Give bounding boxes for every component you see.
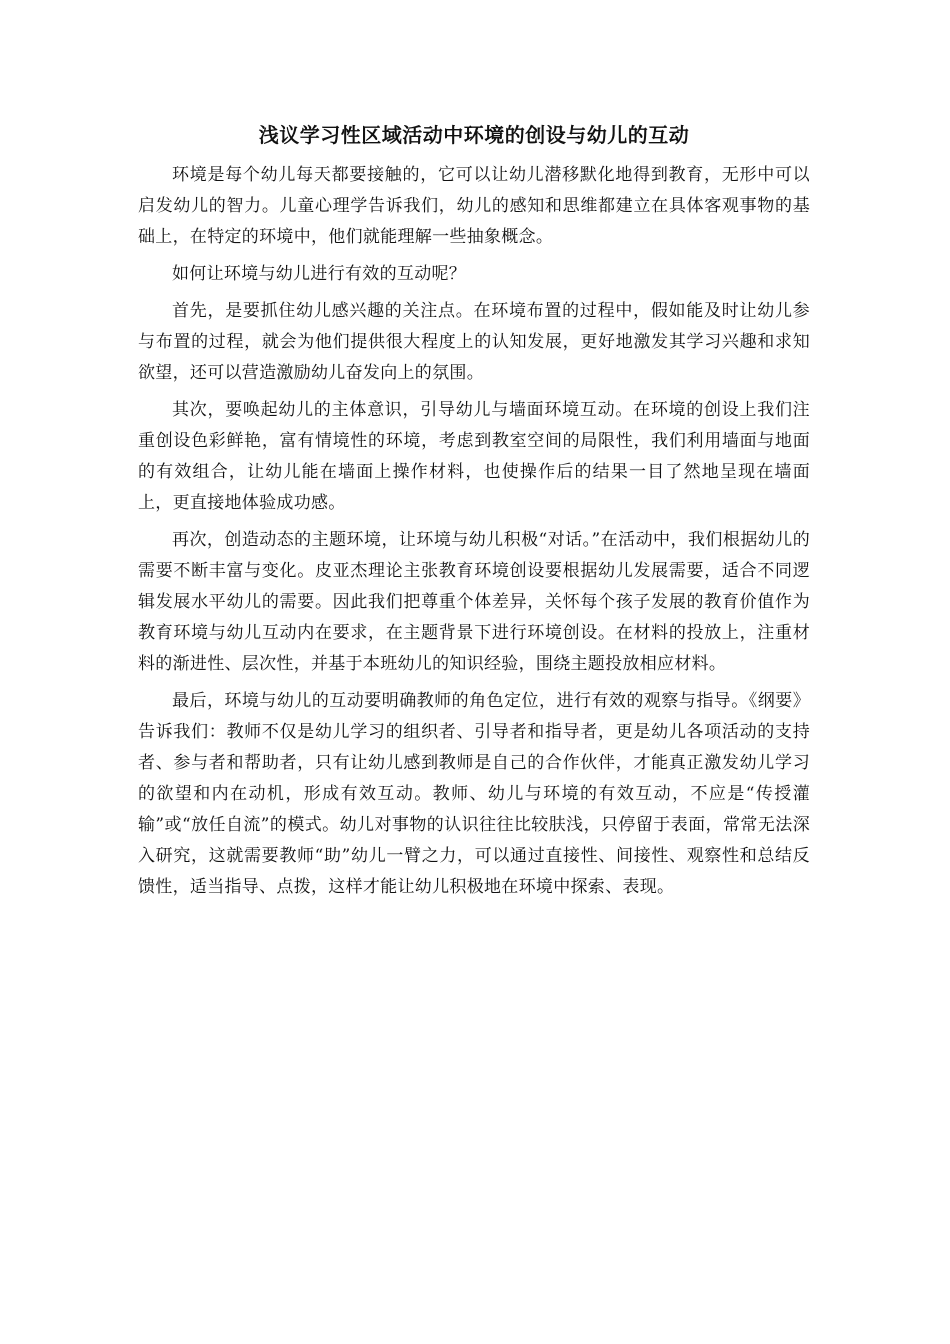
document-title: 浅议学习性区域活动中环境的创设与幼儿的互动 (258, 123, 690, 147)
paragraph-last: 最后，环境与幼儿的互动要明确教师的角色定位，进行有效的观察与指导。《纲要》告诉我们：教师不仅是幼儿学习的组织者、引导者和指导者，更是幼儿各项活动的支持者、参与者和帮助者，只有让幼儿感到教师是自己的合作伙伴，才能真正激发幼儿学习的欲望和内在动机，形成有效互动。教师、幼儿与环境的有效互动，不应是“传授灌输”或“放任自流”的模式。幼儿对事物的认识往往比较肤浅，只停留于表面，常常无法深入研究，这就需要教师“助”幼儿一臂之力，可以通过直接性、间接性、观察性和总结反馈性，适当指导、点拨，这样才能让幼儿积极地在环境中探索、表现。 (138, 691, 810, 897)
paragraph-intro: 环境是每个幼儿每天都要接触的，它可以让幼儿潜移默化地得到教育，无形中可以启发幼儿的智力。儿童心理学告诉我们，幼儿的感知和思维都建立在具体客观事物的基础上，在特定的环境中，他们就能理解一些抽象概念。 (138, 165, 810, 247)
paragraph-first: 首先，是要抓住幼儿感兴趣的关注点。在环境布置的过程中，假如能及时让幼儿参与布置的过程，就会为他们提供很大程度上的认知发展，更好地激发其学习兴趣和求知欲望，还可以营造激励幼儿奋发向上的氛围。 (138, 301, 810, 383)
paragraph-second: 其次，要唤起幼儿的主体意识，引导幼儿与墙面环境互动。在环境的创设上我们注重创设色彩鲜艳，富有情境性的环境，考虑到教室空间的局限性，我们利用墙面与地面的有效组合，让幼儿能在墙面上操作材料，也使操作后的结果一目了然地呈现在墙面上，更直接地体验成功感。 (138, 400, 810, 513)
paragraph-third: 再次，创造动态的主题环境，让环境与幼儿积极“对话。”在活动中，我们根据幼儿的需要不断丰富与变化。皮亚杰理论主张教育环境创设要根据幼儿发展需要，适合不同逻辑发展水平幼儿的需要。因此我们把尊重个体差异，关怀每个孩子发展的教育价值作为教育环境与幼儿互动内在要求，在主题背景下进行环境创设。在材料的投放上，注重材料的渐进性、层次性，并基于本班幼儿的知识经验，围绕主题投放相应材料。 (138, 530, 810, 674)
document-page (138, 120, 810, 909)
paragraph-question: 如何让环境与幼儿进行有效的互动呢？ (172, 264, 467, 284)
